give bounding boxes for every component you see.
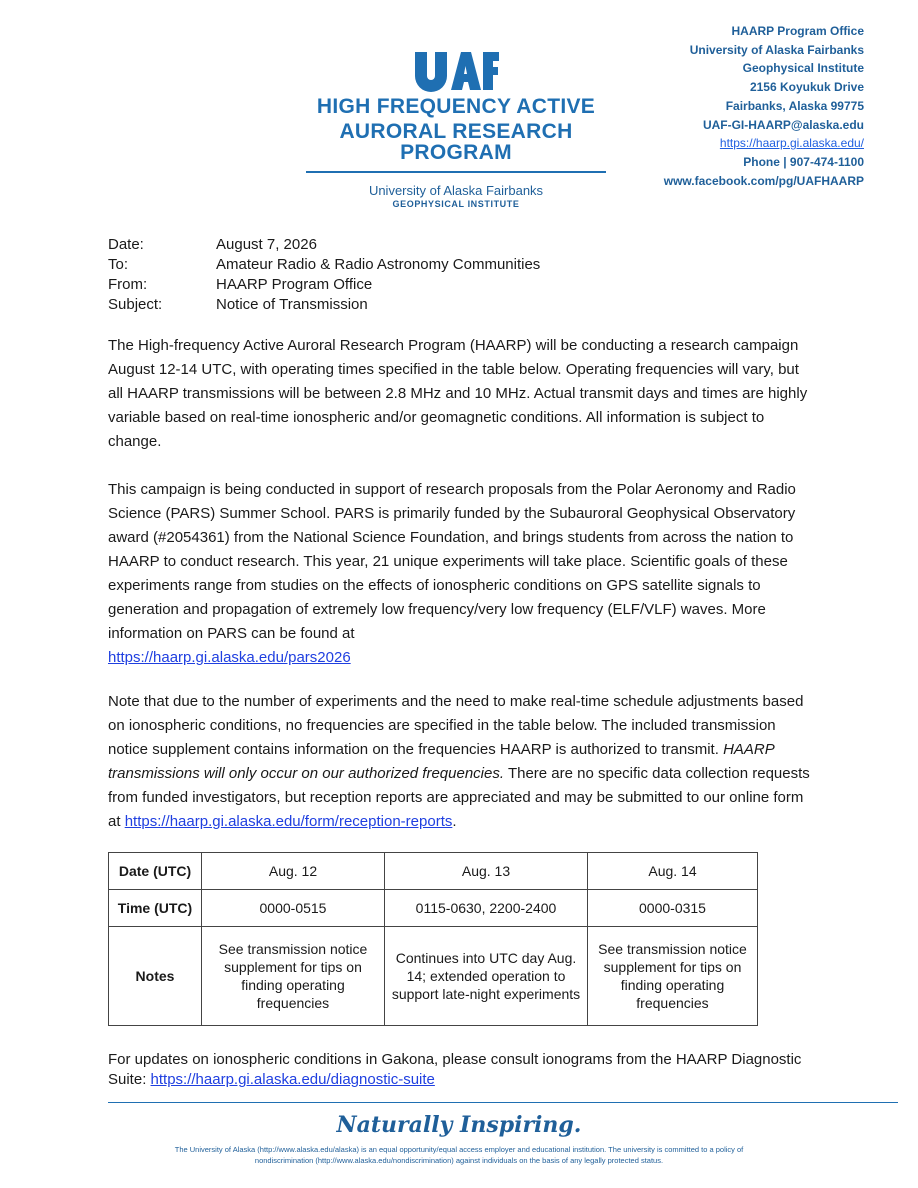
authorized-frequencies-note: HAARP transmissions will only occur on our authorized frequencies. [108,741,775,782]
program-name-line1: HIGH FREQUENCY ACTIVE [316,95,596,118]
memo-subject-label: Subject: [108,296,163,313]
diagnostic-suite-text: For updates on ionospheric conditions in Gakona, please consult ionograms from the HAARP Diagnostic Suite: [108,1051,802,1088]
table-row-dates [109,853,758,890]
logo-university-name: University of Alaska Fairbanks [368,183,544,198]
address-office: HAARP Program Office [731,24,864,38]
address-university: University of Alaska Fairbanks [689,42,864,57]
paragraph-frequency-note [108,690,818,834]
logo-divider [306,171,606,173]
paragraph-campaign-overview: The High-frequency Active Auroral Research Program (HAARP) will be conducting a research campaign August 12-14 UTC, with operating times specified in the table below. Operating frequencies will vary, but all HAARP transmissions will be between 2.8 MHz and 10 MHz. Actual transmit days and times are highly variable based on real-time ionospheric and/or geomagnetic conditions. All information is subject to change. [108,337,808,450]
uaf-logo-mark [413,50,499,92]
diagnostic-suite-link[interactable]: https://haarp.gi.alaska.edu/diagnostic-suite [150,1071,435,1088]
row-header-date: Date (UTC) [109,853,202,890]
transmission-schedule-table [108,852,758,1026]
disclaimer-line-2: nondiscrimination (http://www.alaska.edu/nondiscrimination) against individuals on the basis of any legally protected status. [254,1156,664,1165]
haarp-logo [288,50,624,210]
disclaimer-line-1: The University of Alaska (http://www.alaska.edu/alaska) is an equal opportunity/equal access employer and educational institution. The university is committed to a policy of [174,1145,744,1154]
reception-reports-link[interactable]: https://haarp.gi.alaska.edu/form/reception-reports [124,813,453,830]
time-cell-3: 0000-0315 [588,890,758,927]
pars-link[interactable]: https://haarp.gi.alaska.edu/pars2026 [108,649,351,666]
memo-to-row [108,255,540,275]
notes-cell-1: See transmission notice supplement for tips on finding operating frequencies [202,927,385,1026]
memo-from-label: From: [108,276,148,293]
table-row-times [109,890,758,927]
reception-report-text: There are no specific data collection requests from funded investigators, but reception reports are appreciated and may be submitted to our online form at [108,765,810,830]
address-facebook: www.facebook.com/pg/UAFHAARP [663,173,864,188]
memo-header [108,235,540,315]
pars-text: This campaign is being conducted in support of research proposals from the Polar Aeronomy and Radio Science (PARS) Summer School. PARS is primarily funded by the Subauroral Geophysical Observatory award (#2054361) from the National Science Foundation, and brings students from across the nation to HAARP to conduct research. This year, 21 unique experiments will take place. Scientific goals of these experiments range from studies on the effects of ionospheric conditions on GPS satellite signals to generation and propagation of extremely low frequency/very low frequency (ELF/VLF) waves. More information on PARS can be found at [108,481,796,642]
date-cell-1: Aug. 12 [202,853,385,890]
row-header-time: Time (UTC) [109,890,202,927]
row-header-notes: Notes [109,927,202,1026]
memo-from-value: HAARP Program Office [216,276,373,293]
paragraph-diagnostic-suite [108,1050,808,1090]
address-email: UAF-GI-HAARP@alaska.edu [702,117,864,132]
memo-date-row [108,235,540,255]
period: . [452,813,457,830]
address-phone: Phone | 907-474-1100 [743,154,864,169]
address-city: Fairbanks, Alaska 99775 [725,98,864,113]
memo-from-row [108,275,540,295]
address-street: 2156 Koyukuk Drive [749,80,864,95]
time-cell-2: 0115-0630, 2200-2400 [385,890,588,927]
memo-date-value: August 7, 2026 [216,236,317,253]
memo-to-label: To: [108,256,129,273]
frequency-note-text: Note that due to the number of experiments and the need to make real-time schedule adjustments based on ionospheric conditions, no frequencies are specified in the table below. The included transmission notice supplement contains information on the frequencies HAARP is authorized to transmit. [108,693,804,758]
footer-tagline: Naturally Inspiring. [336,1112,582,1138]
time-cell-1: 0000-0515 [202,890,385,927]
table-row-notes [109,927,758,1026]
footer-divider [108,1102,898,1103]
address-institute: Geophysical Institute [742,61,864,76]
notes-cell-3: See transmission notice supplement for tips on finding operating frequencies [588,927,758,1026]
memo-date-label: Date: [108,236,144,253]
address-website-link[interactable]: https://haarp.gi.alaska.edu/ [719,136,864,151]
memo-subject-row [108,295,540,315]
memo-subject-value: Notice of Transmission [216,296,368,313]
paragraph-pars-background [108,478,818,670]
program-name-line2: AURORAL RESEARCH PROGRAM [339,120,573,164]
notes-cell-2: Continues into UTC day Aug. 14; extended operation to support late-night experiments [385,927,588,1026]
memo-to-value: Amateur Radio & Radio Astronomy Communities [216,256,541,273]
date-cell-3: Aug. 14 [588,853,758,890]
office-address [664,22,864,190]
logo-institute-name: GEOPHYSICAL INSTITUTE [392,199,520,209]
footer-disclaimer [100,1144,818,1166]
date-cell-2: Aug. 13 [385,853,588,890]
